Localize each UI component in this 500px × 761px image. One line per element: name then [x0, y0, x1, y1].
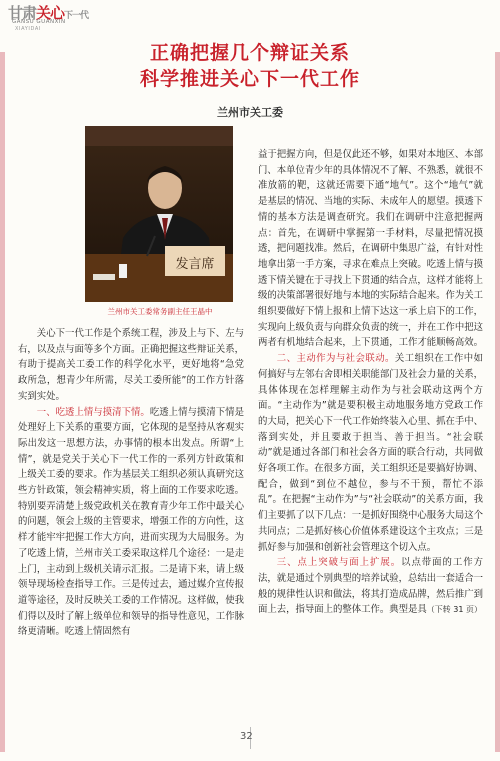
- logo-english-line1: GANSU GUANXIN: [12, 19, 66, 25]
- section2-paragraph: [258, 351, 483, 555]
- speaker-photo: [85, 126, 233, 302]
- intro-paragraph: 关心下一代工作是个系统工程，涉及上与下、左与右，以及点与面等多个方面。正确把握这些辩证关系，有助于提高关工委工作的科学化水平，更好地将“急党政所急，想青少年所需，尽关工委所能”的工作方针落实到实处。: [18, 328, 244, 402]
- article-title-line1: 正确把握几个辩证关系: [149, 42, 350, 64]
- logo-english-line2: XIAYIDAI: [15, 26, 41, 32]
- left-text-column: [18, 326, 244, 640]
- section1-body: 吃透上情与摸清下情是处理好上下关系的重要方面，它体现的是坚持从客观实际出发这一思想方法，办事情的根本出发点。所谓“上情”，就是党关于关心下一代工作的一系列方针政策和上级关工委的要求。作为基层关工组织必须认真研究这些方针政策，领会精神实质，将上面的工作要求吃透。特别要弄清楚上级党政机关在教育青少年工作中最关心的问题，领会上级的主管要求，增强工作的方向性，这样才能牢牢把握工作大方向，进而实现为大局服务。为了吃透上情，兰州市关工委采取这样几个途径：一是走上门，主动到上级机关请示汇报。二是请下来，请上级领导现场检查指导工作。三是传过去，通过媒介宣传报道等途径，及时反映关工委的工作情况。这样做，使我们得以及时了解上级单位和领导的指导性意见，工作脉络更清晰。吃透上情固然有: [18, 406, 244, 638]
- magazine-header: [0, 0, 500, 32]
- logo-text-c: 下一代: [64, 11, 89, 21]
- section3-paragraph: [258, 555, 483, 618]
- article-author: 兰州市关工委: [217, 106, 283, 119]
- section1-paragraph: [18, 405, 244, 641]
- podium-sign-text: 发言席: [175, 257, 215, 272]
- right-decorative-bar: [495, 52, 500, 752]
- section3-body: 以点带面的工作方法，就是通过个别典型的培养试验，总结出一套适合一般的规律性认识和做法，将其打造成品牌，然后推广到面上去，指导面上的整体工作。典型是具: [258, 557, 484, 616]
- right-text-column: [258, 147, 483, 618]
- logo-text-a: 甘肃: [8, 4, 37, 22]
- section3-heading: 三、点上突破与面上扩展。: [276, 557, 402, 569]
- section2-heading: 二、主动作为与社会联动。: [276, 353, 395, 365]
- left-decorative-bar: [0, 52, 5, 752]
- article-title-line2: 科学推进关心下一代工作: [139, 68, 360, 90]
- logo-text-b: 关心: [36, 4, 65, 22]
- section1-heading: 一、吃透上情与摸清下情。: [36, 406, 150, 418]
- photo-caption: 兰州市关工委常务副主任王晶中: [107, 307, 213, 316]
- section2-body: 关工组织在工作中如何搞好与左邻右舍即相关职能部门及社会力量的关系，具体体现在怎样理解主动作为与社会联动这两个方面。“主动作为”就是要积极主动地服务地方党政工作的大局，把关心下一代工作始终装入心里、抓在手中、落到实处，并且要敢于担当、善于担当。“社会联动”就是通过各部门和社会各方面的联合行动，共同做好各项工作。在很多方面，关工组织还是要搞好协调、配合，做到“到位不越位，参与不干预，帮忙不添乱”。在把握“主动作为”与“社会联动”的关系方面，我们主要抓了以下几点：一是抓好围绕中心服务大局这个共同点；二是抓好核心价值体系建设这个主攻点；三是抓好参与加强和创新社会管理这个切入点。: [258, 353, 484, 553]
- page-number: 32: [240, 731, 253, 742]
- continued-note: （下转 31 页）: [426, 605, 483, 615]
- section1-continued: 益于把握方向，但是仅此还不够，如果对本地区、本部门、本单位青少年的具体情况不了解、不熟悉，就很不准放箭的靶，这就还需要下通“地气”。这个“地气”就是基层的情况、当地的实际、未成年人的愿望。摸透下情的基本方法是调查研究。我们在调研中注意把握两点：首先，在调研中掌握第一手材料，尽量把情况摸透，把问题找准。然后，在调研中集思广益，有针对性地拿出第一手方案，寻求在难点上突破。吃透上情与摸透下情关键在于寻找上下贯通的结合点，这样才能将上级的决策部署很好地与本地的实际结合起来。作为关工组织要做好下情上报和上情下达这一承上启下的工作，实现向上级负责与向群众负责的统一，并在工作中把这两者有机地结合起来，上下贯通，工作才能顺畅高效。: [258, 149, 484, 349]
